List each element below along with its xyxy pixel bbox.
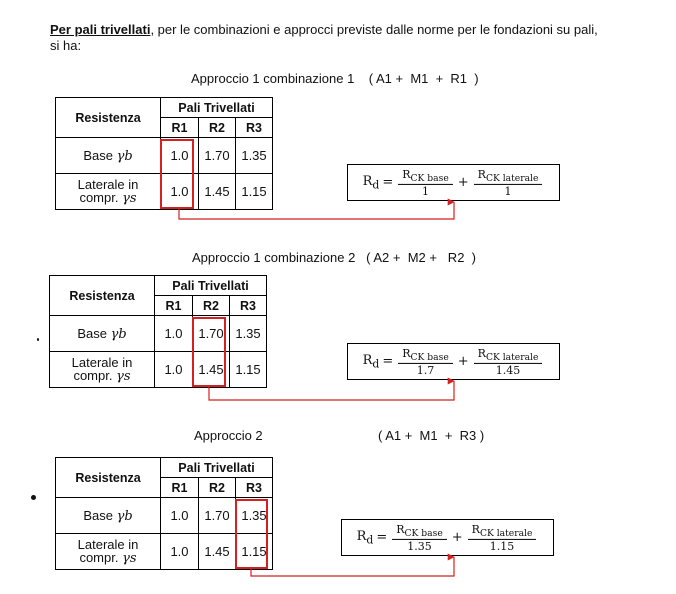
cell-value: 1.45: [199, 534, 236, 570]
row-label: Laterale in compr. γs: [56, 174, 161, 210]
row-label: Laterale in compr. γs: [50, 352, 155, 388]
cell-value: 1.35: [236, 498, 273, 534]
group-header: Pali Trivellati: [161, 98, 273, 118]
col-header-r2: R2: [193, 296, 230, 316]
cell-value: 1.0: [161, 174, 199, 210]
cell-value: 1.35: [236, 138, 273, 174]
cell-value: 1.0: [161, 498, 199, 534]
section-3-heading: Approccio 2: [194, 428, 263, 443]
col-header-r3: R3: [236, 478, 273, 498]
col-header-r2: R2: [199, 478, 236, 498]
equals-sign: =: [376, 530, 388, 545]
cell-value: 1.0: [155, 316, 193, 352]
fraction-laterale: $\frac{R_{CK laterale}}{1.45}$: [474, 346, 543, 376]
group-header: Pali Trivellati: [155, 276, 267, 296]
arrow-1: [179, 202, 454, 219]
intro-text: , per le combinazioni e approcci previste dalle norme per le fondazioni su pali,: [150, 22, 598, 37]
cell-value: 1.15: [236, 174, 273, 210]
row-header: Resistenza: [50, 276, 155, 316]
col-header-r1: R1: [155, 296, 193, 316]
formula-lhs: $R_d$: [362, 173, 380, 192]
fraction-base: $\frac{R_{CK base}}{1}$: [398, 167, 453, 197]
gamma-s-symbol: γs: [122, 551, 137, 566]
fraction-laterale: $\frac{R_{CK laterale}}{1.15}$: [468, 522, 537, 552]
plus-sign: +: [457, 175, 469, 190]
intro-lead: Per pali trivellati: [50, 22, 151, 37]
cell-value: 1.45: [199, 174, 236, 210]
gamma-s-symbol: γs: [116, 369, 131, 384]
row-label: Base γb: [56, 138, 161, 174]
cell-value: 1.0: [161, 534, 199, 570]
fraction-base: $\frac{R_{CK base}}{1.35}$: [392, 522, 447, 552]
plus-sign: +: [451, 530, 463, 545]
cell-value: 1.15: [236, 534, 273, 570]
arrow-3: [251, 557, 454, 576]
gamma-b-symbol: γb: [116, 508, 133, 524]
group-header: Pali Trivellati: [161, 458, 273, 478]
gamma-s-symbol: γs: [122, 191, 137, 206]
equals-sign: =: [382, 175, 394, 190]
plus-sign: +: [457, 354, 469, 369]
fraction-base: $\frac{R_{CK base}}{1.7}$: [398, 346, 453, 376]
equals-sign: =: [382, 354, 394, 369]
section-3-heading-right: ( A1 + M1 + R3 ): [378, 428, 485, 443]
cell-value: 1.0: [161, 138, 199, 174]
gamma-b-symbol: γb: [110, 326, 127, 342]
row-header: Resistenza: [56, 98, 161, 138]
col-header-r1: R1: [161, 478, 199, 498]
col-header-r3: R3: [236, 118, 273, 138]
row-label: Base γb: [56, 498, 161, 534]
col-header-r2: R2: [199, 118, 236, 138]
cell-value: 1.15: [230, 352, 267, 388]
row-header: Resistenza: [56, 458, 161, 498]
section-2-heading: Approccio 1 combinazione 2 ( A2 + M2 + R2 ): [192, 250, 476, 265]
formula-lhs: $R_d$: [362, 352, 380, 371]
cell-value: 1.45: [193, 352, 230, 388]
section-1-heading: Approccio 1 combinazione 1 ( A1 + M1 + R1 ): [191, 71, 479, 86]
gamma-b-symbol: γb: [116, 148, 133, 164]
formula-lhs: $R_d$: [356, 528, 374, 547]
intro-line2: si ha:: [50, 38, 82, 53]
col-header-r1: R1: [161, 118, 199, 138]
cell-value: 1.70: [199, 498, 236, 534]
cell-value: 1.0: [155, 352, 193, 388]
row-label: Laterale in compr. γs: [56, 534, 161, 570]
col-header-r3: R3: [230, 296, 267, 316]
cell-value: 1.70: [193, 316, 230, 352]
fraction-laterale: $\frac{R_{CK laterale}}{1}$: [474, 167, 543, 197]
cell-value: 1.35: [230, 316, 267, 352]
cell-value: 1.70: [199, 138, 236, 174]
row-label: Base γb: [50, 316, 155, 352]
arrow-2: [209, 381, 454, 400]
